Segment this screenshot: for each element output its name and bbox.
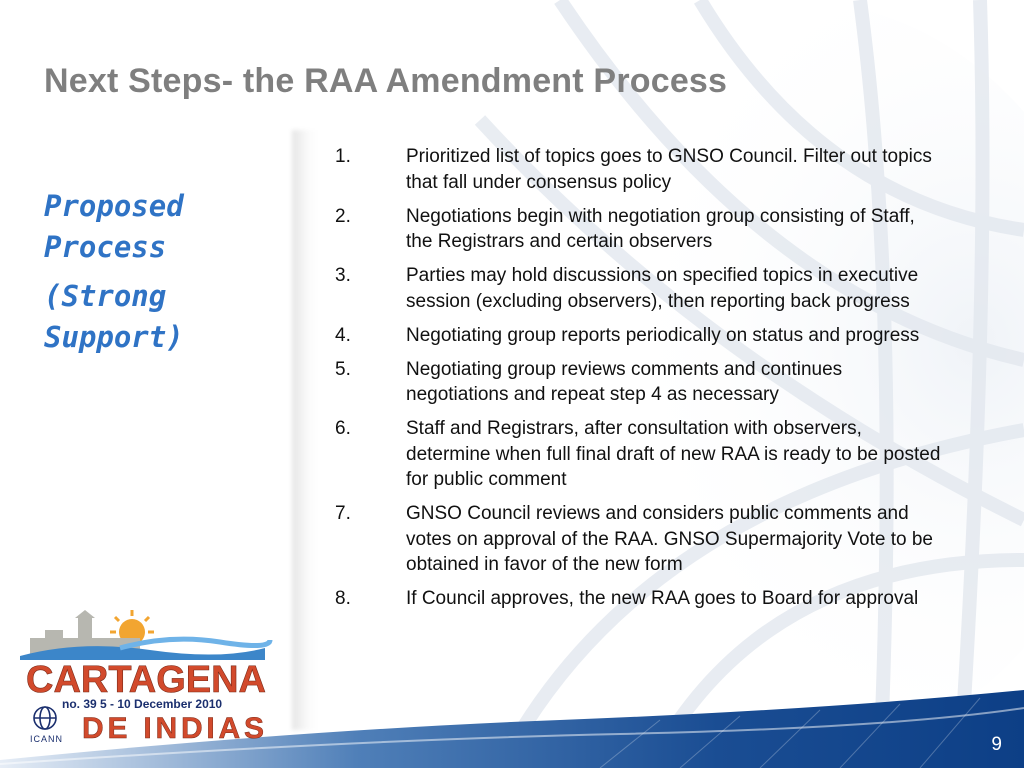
step-text: Prioritized list of topics goes to GNSO Council. Filter out topics that fall under consensus policy [406, 146, 932, 193]
step-text: Negotiations begin with negotiation group consisting of Staff, the Registrars and certain observers [406, 205, 915, 252]
step-text: Negotiating group reviews comments and continues negotiations and repeat step 4 as necessary [406, 358, 843, 405]
step-number: 7. [335, 503, 351, 524]
step-text: Staff and Registrars, after consultation with observers, determine when full final draft of new RAA is ready to be posted for public comment [406, 418, 941, 490]
logo-title-top: CARTAGENA [26, 659, 266, 701]
step-number: 8. [335, 588, 351, 609]
column-divider-shadow [292, 130, 318, 730]
step-number: 6. [335, 418, 351, 439]
logo-title-bottom: DE INDIAS [82, 712, 264, 745]
step-item [335, 501, 955, 578]
step-text: Parties may hold discussions on specified topics in executive session (excluding observers), then reporting back progress [406, 265, 919, 312]
steps-list [335, 144, 955, 620]
slide-title: Next Steps- the RAA Amendment Process [44, 62, 728, 100]
step-text: Negotiating group reports periodically on status and progress [406, 324, 920, 346]
proposed-process-heading [44, 186, 284, 366]
step-item [335, 416, 955, 493]
heading-line-proposed-process: Proposed Process [44, 189, 184, 264]
step-text: GNSO Council reviews and considers public comments and votes on approval of the RAA. GNSO Supermajority Vote to be obtained in favor of the new form [406, 503, 933, 575]
step-text: If Council approves, the new RAA goes to Board for approval [406, 588, 919, 609]
step-number: 3. [335, 265, 351, 286]
step-number: 1. [335, 146, 351, 167]
heading-line-strong-support: (Strong Support) [44, 279, 184, 354]
icann-wordmark: ICANN [30, 734, 64, 744]
step-item [335, 357, 955, 408]
icann-globe-icon [34, 707, 56, 729]
step-item [335, 144, 955, 195]
logo-edition-date: no. 39 5 - 10 December 2010 [62, 697, 223, 711]
page-number: 9 [991, 734, 1002, 755]
step-number: 2. [335, 205, 351, 227]
step-item [335, 204, 955, 255]
step-item [335, 323, 955, 349]
cartagena-event-logo [20, 610, 280, 745]
step-item [335, 263, 955, 314]
step-number: 5. [335, 358, 351, 380]
step-item [335, 586, 955, 612]
step-number: 4. [335, 324, 351, 346]
